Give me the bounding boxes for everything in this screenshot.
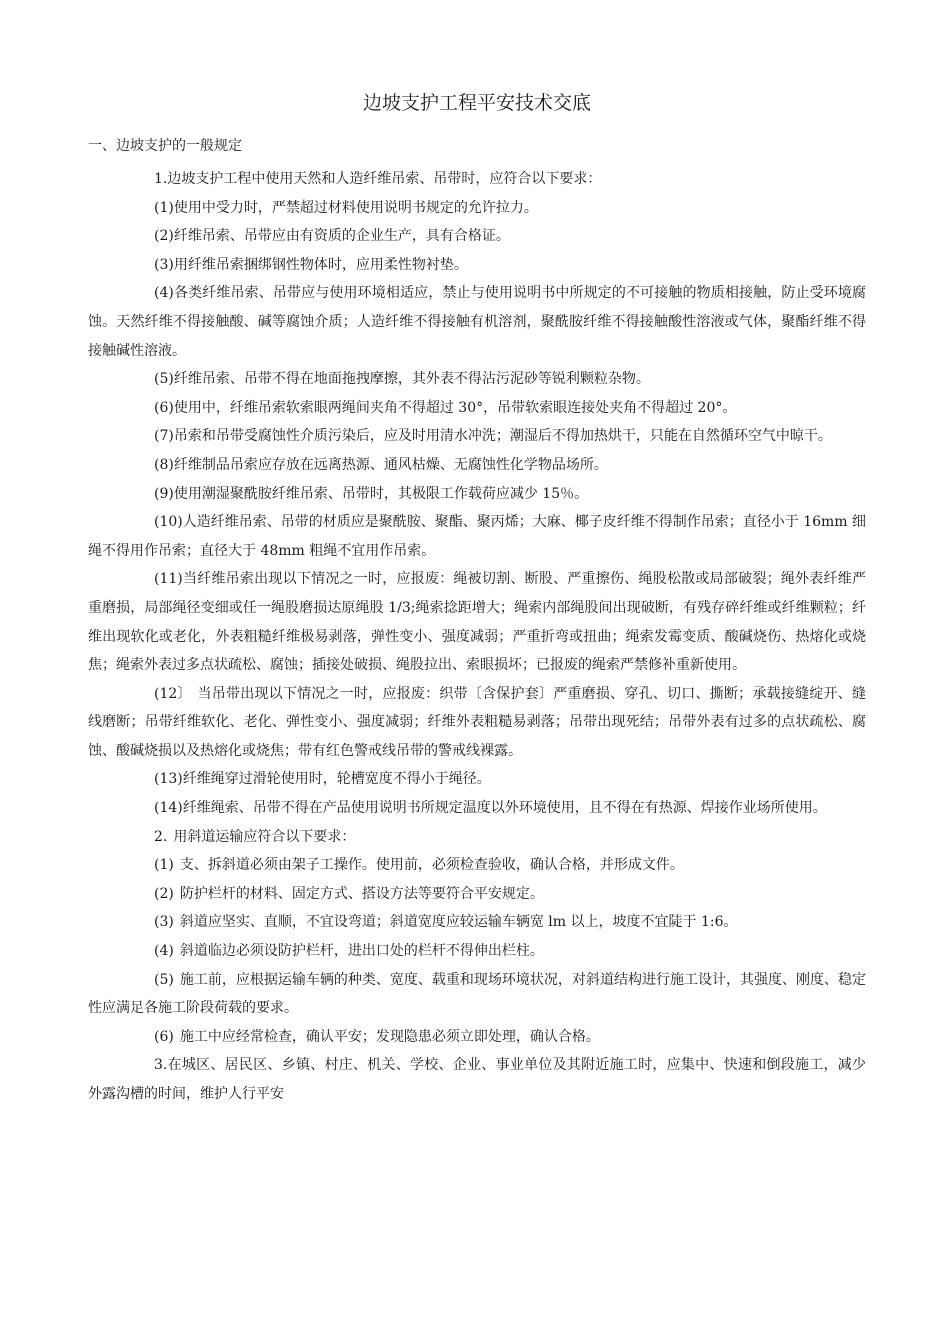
item-marker: (5) (154, 371, 174, 388)
paragraph-1-4 (88, 279, 866, 365)
paragraph-1-2 (88, 222, 866, 251)
paragraph-text: 当纤维吊索出现以下情况之一时，应报废：绳被切割、断股、严重擦伤、绳股松散或局部破裂；绳外表纤维严重磨损，局部绳径变细或任一绳股磨损达原绳股 1/3;绳索捻距增大；绳索内部绳股间出现破断，有残存碎纤维或纤维颗粒；纤维出现软化或老化，外表粗糙纤维极易剥落，弹性变小、强度减弱；严重折弯或扭曲；绳索发霉变质、酸碱烧伤、热熔化或烧焦；绳索外表过多点状疏松、腐蚀；插接处破损、绳股拉出、索眼损坏；已报废的绳索严禁修补重新使用。 (88, 571, 866, 674)
paragraph-1-1 (88, 194, 866, 223)
paragraph-text: 使用潮湿聚酰胺纤维吊索、吊带时，其极限工作载荷应减少 15％。 (173, 485, 589, 502)
item-marker: (4) (154, 285, 174, 302)
paragraph-text: 支、拆斜道必须由架子工操作。使用前，必须检查验收，确认合格，并形成文件。 (179, 857, 684, 874)
paragraph-1-9 (88, 480, 866, 509)
item-marker: (1) (154, 199, 174, 216)
paragraph-1-14 (88, 794, 866, 823)
item-marker: (2) (154, 885, 174, 902)
paragraph-1-5 (88, 365, 866, 394)
item-marker: (2) (154, 228, 174, 245)
paragraph-text: 斜道临边必须设防护栏杆，进出口处的栏杆不得伸出栏柱。 (179, 943, 544, 960)
item-marker: (7) (154, 428, 174, 445)
paragraph-1-8 (88, 451, 866, 480)
paragraph-1-6 (88, 394, 866, 423)
paragraph-text: 人造纤维吊索、吊带的材质应是聚酰胺、聚酯、聚丙烯；大麻、椰子皮纤维不得制作吊索；直径小于 16mm 细绳不得用作吊索；直径大于 48mm 粗绳不宜用作吊索。 (88, 514, 867, 559)
item-marker: (6) (154, 1028, 174, 1045)
item-marker: (1) (154, 857, 174, 874)
paragraph-text: 斜道应坚实、直顺，不宜设弯道；斜道宽度应较运输车辆宽 lm 以上，坡度不宜陡于 1:6。 (179, 914, 738, 931)
paragraph-text: 当吊带出现以下情况之一时，应报废：织带〔含保护套〕严重磨损、穿孔、切口、撕断；承载接缝绽开、缝线磨断；吊带纤维软化、老化、弹性变小、强度减弱；纤维外表粗糙易剥落；吊带出现死结；吊带外表有过多的点状疏松、腐蚀、酸碱烧损以及热熔化或烧焦；带有红色警戒线吊带的警戒线裸露。 (88, 685, 866, 759)
item-marker: (5) (154, 971, 174, 988)
paragraph-1-7 (88, 422, 866, 451)
document-title: 边坡支护工程平安技术交底 (362, 92, 591, 114)
item-marker: (11) (154, 571, 183, 588)
paragraph-text: 使用中，纤维吊索软索眼两绳间夹角不得超过 30°，吊带软索眼连接处夹角不得超过 20°。 (173, 399, 737, 416)
paragraph-text: 纤维制品吊索应存放在远离热源、通风枯燥、无腐蚀性化学物品场所。 (173, 456, 608, 473)
paragraph-text: 在城区、居民区、乡镇、村庄、机关、学校、企业、事业单位及其附近施工时，应集中、快速和倒段施工，减少外露沟槽的时间，维护人行平安 (88, 1057, 866, 1102)
paragraph-2-2 (88, 880, 866, 909)
item-marker: 1. (154, 171, 168, 187)
paragraph-text: 吊索和吊带受腐蚀性介质污染后，应及时用清水冲洗；潮湿后不得加热烘干，只能在自然循环空气中晾干。 (173, 428, 832, 445)
paragraph-text: 纤维吊索、吊带不得在地面拖拽摩擦，其外表不得沾污泥砂等锐利颗粒杂物。 (173, 371, 650, 388)
item-marker: 3. (154, 1057, 168, 1074)
paragraph-2-1 (88, 851, 866, 880)
section-heading: 一、边坡支护的一般规定 (88, 138, 242, 154)
paragraph-2-4 (88, 937, 866, 966)
paragraph-2-6 (88, 1023, 866, 1052)
paragraph-text: 施工前，应根据运输车辆的种类、宽度、载重和现场环境状况，对斜道结构进行施工设计，其强度、刚度、稳定性应满足各施工阶段荷载的要求。 (88, 971, 866, 1017)
paragraph-2-3 (88, 908, 866, 937)
paragraph-1-3 (88, 251, 866, 280)
paragraph-text: 纤维绳索、吊带不得在产品使用说明书所规定温度以外环境使用，且不得在有热源、焊接作业场所使用。 (182, 800, 827, 817)
paragraph-text: 各类纤维吊索、吊带应与使用环境相适应，禁止与使用说明书中所规定的不可接触的物质相接触，防止受环境腐蚀。天然纤维不得接触酸、碱等腐蚀介质；人造纤维不得接触有机溶剂，聚酰胺纤维不得接触酸性溶液或气体，聚酯纤维不得接触碱性溶液。 (88, 285, 866, 359)
item-marker: (6) (154, 399, 174, 416)
paragraph-1-10 (88, 508, 866, 565)
paragraph-text: 纤维吊索、吊带应由有资质的企业生产，具有合格证。 (173, 228, 510, 245)
item-marker: (9) (154, 485, 174, 502)
item-marker: (8) (154, 456, 174, 473)
item-marker: (4) (154, 943, 174, 960)
paragraph-text: 纤维绳穿过滑轮使用时，轮槽宽度不得小于绳径。 (182, 771, 491, 788)
paragraph-3 (88, 1051, 866, 1108)
paragraph-1-12 (88, 680, 866, 766)
paragraph-1-11 (88, 565, 866, 679)
paragraph-1 (88, 165, 866, 194)
paragraph-2 (88, 823, 866, 852)
item-marker: (10) (154, 514, 183, 531)
paragraph-1-13 (88, 765, 866, 794)
item-marker: (12〕 (154, 685, 192, 702)
paragraph-text: 防护栏杆的材料、固定方式、搭设方法等要符合平安规定。 (179, 885, 544, 902)
paragraph-text: 使用中受力时，严禁超过材料使用说明书规定的允许拉力。 (173, 199, 538, 216)
paragraph-text: 用斜道运输应符合以下要求： (173, 828, 356, 845)
paragraph-2-5 (88, 966, 866, 1023)
item-marker: 2. (154, 828, 168, 845)
item-marker: (13) (154, 771, 183, 788)
item-marker: (3) (154, 914, 174, 931)
paragraph-text: 施工中应经常检查，确认平安；发现隐患必须立即处理，确认合格。 (179, 1028, 600, 1045)
item-marker: (14) (154, 800, 183, 817)
item-marker: (3) (154, 256, 174, 273)
paragraph-text: 边坡支护工程中使用天然和人造纤维吊索、吊带时，应符合以下要求： (167, 171, 602, 187)
paragraph-text: 用纤维吊索捆绑钢性物体时，应用柔性物衬垫。 (173, 256, 468, 273)
